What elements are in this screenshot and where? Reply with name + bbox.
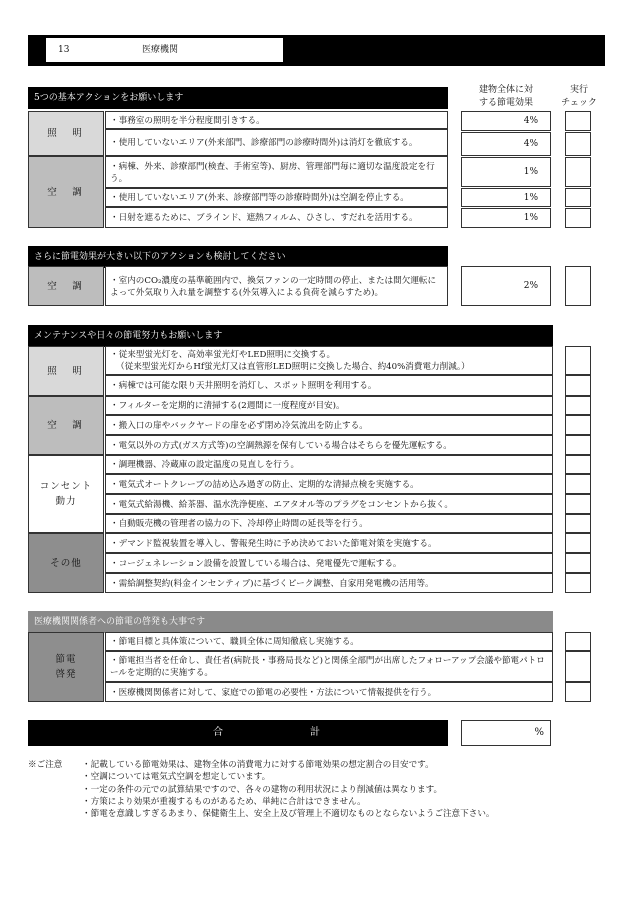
header-title-box: [46, 38, 283, 62]
action-item-note: （従来型蛍光灯からHf蛍光灯又は直管形LED照明に交換した場合、約40%消費電力削減。）: [116, 362, 470, 372]
check-box[interactable]: [565, 474, 591, 494]
effect-value: 1%: [461, 208, 551, 228]
check-box[interactable]: [565, 632, 591, 651]
check-box[interactable]: [565, 435, 591, 455]
section-header-maintenance: メンテナンスや日々の節電努力もお願いします: [28, 325, 553, 347]
check-column-header: [556, 84, 602, 110]
category-label-line1: 節電: [55, 654, 77, 665]
notes: [28, 759, 588, 829]
note-item: ・記載している節電効果は、建物全体の消費電力に対する節電効果の想定割合の目安です。: [82, 760, 434, 770]
action-item: ・使用していないエリア(外来部門、診療部門の診療時間外)は消灯を徹底する。: [105, 129, 448, 156]
check-box[interactable]: [565, 266, 591, 306]
action-item: ・デマンド監視装置を導入し、警報発生時に予め決めておいた節電対策を実施する。: [105, 533, 553, 553]
section-header-awareness: 医療機関関係者への節電の啓発も大事です: [28, 611, 553, 633]
effect-value: 4%: [461, 111, 551, 131]
effect-column-header: [468, 84, 544, 110]
page-number: 13: [58, 45, 70, 55]
category-label-line2: 啓発: [55, 669, 77, 680]
section-header-further-actions: さらに節電効果が大きい以下のアクションも検討してください: [28, 246, 448, 268]
action-item: [105, 346, 553, 375]
check-box[interactable]: [565, 111, 591, 131]
action-item: ・事務室の照明を半分程度間引きする。: [105, 111, 448, 129]
note-item: ・方策により効果が重複するものがあるため、単純に合計はできません。: [82, 796, 366, 807]
action-item: ・日射を遮るために、ブラインド、遮熱フィルム、ひさし、すだれを活用する。: [105, 207, 448, 228]
action-item: ・コージェネレーション設備を設置している場合は、発電優先で運転する。: [105, 553, 553, 573]
total-bar: [28, 720, 448, 746]
category-label-awareness: [28, 632, 104, 702]
check-box[interactable]: [565, 188, 591, 207]
action-item: ・節電目標と具体策について、職員全体に周知徹底し実施する。: [105, 632, 553, 651]
check-box[interactable]: [565, 346, 591, 375]
total-label-right: 計: [310, 727, 320, 738]
action-item: ・調理機器、冷蔵庫の設定温度の見直しを行う。: [105, 455, 553, 474]
check-box[interactable]: [565, 375, 591, 396]
action-item: ・病棟では可能な限り天井照明を消灯し、スポット照明を利用する。: [105, 375, 553, 396]
action-item: ・電気以外の方式(ガス方式等)の空調熱源を保有している場合はそちらを優先運転する。: [105, 435, 553, 455]
category-label-line1: コンセント: [39, 481, 93, 492]
check-box[interactable]: [565, 573, 591, 593]
action-item: ・室内のCO₂濃度の基準範囲内で、換気ファンの一定時間の停止、または間欠運転によって外気取り入れ量を調整する(外気導入による負荷を減らすため)。: [105, 266, 448, 306]
page-title: 医療機関: [142, 45, 179, 55]
check-box[interactable]: [565, 494, 591, 514]
effect-value: 2%: [461, 266, 551, 306]
effect-header-line1: 建物全体に対: [478, 85, 533, 95]
effect-header-line2: する節電効果: [478, 98, 533, 108]
category-label-other: その他: [28, 533, 104, 593]
effect-value: 1%: [461, 188, 551, 207]
notes-label: ※ご注意: [28, 760, 63, 770]
effect-value: 4%: [461, 132, 551, 156]
category-label-lighting: 照 明: [28, 111, 104, 156]
action-item: ・節電担当者を任命し、責任者(病院長・事務局長など)と関係全部門が出席したフォローアップ会議や節電パトロールを定期的に実施する。: [105, 651, 553, 682]
category-label-outlet-power: [28, 455, 104, 533]
category-label-lighting: 照 明: [28, 346, 104, 396]
check-box[interactable]: [565, 396, 591, 415]
note-item: ・一定の条件の元での試算結果ですので、各々の建物の利用状況により削減値は異なります。: [82, 784, 443, 795]
action-item: ・医療機関関係者に対して、家庭での節電の必要性・方法について情報提供を行う。: [105, 682, 553, 702]
action-item: ・搬入口の扉やバックヤードの扉を必ず閉め冷気流出を防止する。: [105, 415, 553, 435]
category-label-line2: 動力: [55, 496, 77, 507]
check-box[interactable]: [565, 132, 591, 156]
check-box[interactable]: [565, 651, 591, 682]
check-box[interactable]: [565, 157, 591, 187]
note-item: ・節電を意識しすぎるあまり、保健衛生上、安全上及び管理上不適切なものとならないようご注意下さい。: [82, 809, 495, 820]
check-box[interactable]: [565, 208, 591, 228]
check-box[interactable]: [565, 533, 591, 553]
action-item: ・電気式給湯機、給茶器、温水洗浄便座、エアタオル等のプラグをコンセントから抜く。: [105, 494, 553, 514]
action-item-text: ・従来型蛍光灯を、高効率蛍光灯やLED照明に交換する。: [110, 350, 336, 360]
action-item: ・フィルターを定期的に清掃する(2週間に一度程度が目安)。: [105, 396, 553, 415]
check-header-line1: 実行: [569, 85, 588, 95]
action-item: ・需給調整契約(料金インセンティブ)に基づくピーク調整、自家用発電機の活用等。: [105, 573, 553, 593]
effect-value: 1%: [461, 157, 551, 187]
section-header-basic-actions: 5つの基本アクションをお願いします: [28, 87, 448, 109]
note-item: ・空調については電気式空調を想定しています。: [82, 772, 271, 783]
notes-list: [82, 759, 495, 820]
action-item: ・使用していないエリア(外来、診療部門等の診療時間外)は空調を停止する。: [105, 188, 448, 207]
category-label-aircon: 空 調: [28, 156, 104, 228]
action-item: ・電気式オートクレーブの詰め込み過ぎの防止、定期的な清掃点検を実施する。: [105, 474, 553, 494]
check-box[interactable]: [565, 553, 591, 573]
check-box[interactable]: [565, 514, 591, 533]
action-item: ・自動販売機の管理者の協力の下、冷却停止時間の延長等を行う。: [105, 514, 553, 533]
category-label-aircon: 空 調: [28, 266, 104, 306]
check-box[interactable]: [565, 415, 591, 435]
action-item: ・病棟、外来、診療部門(検査、手術室等)、厨房、管理部門毎に適切な温度設定を行う。: [105, 156, 448, 188]
category-label-aircon: 空 調: [28, 396, 104, 455]
check-box[interactable]: [565, 455, 591, 474]
total-input[interactable]: %: [461, 720, 551, 746]
check-header-line2: チェック: [561, 98, 597, 108]
total-label-left: 合: [213, 727, 223, 738]
check-box[interactable]: [565, 682, 591, 702]
